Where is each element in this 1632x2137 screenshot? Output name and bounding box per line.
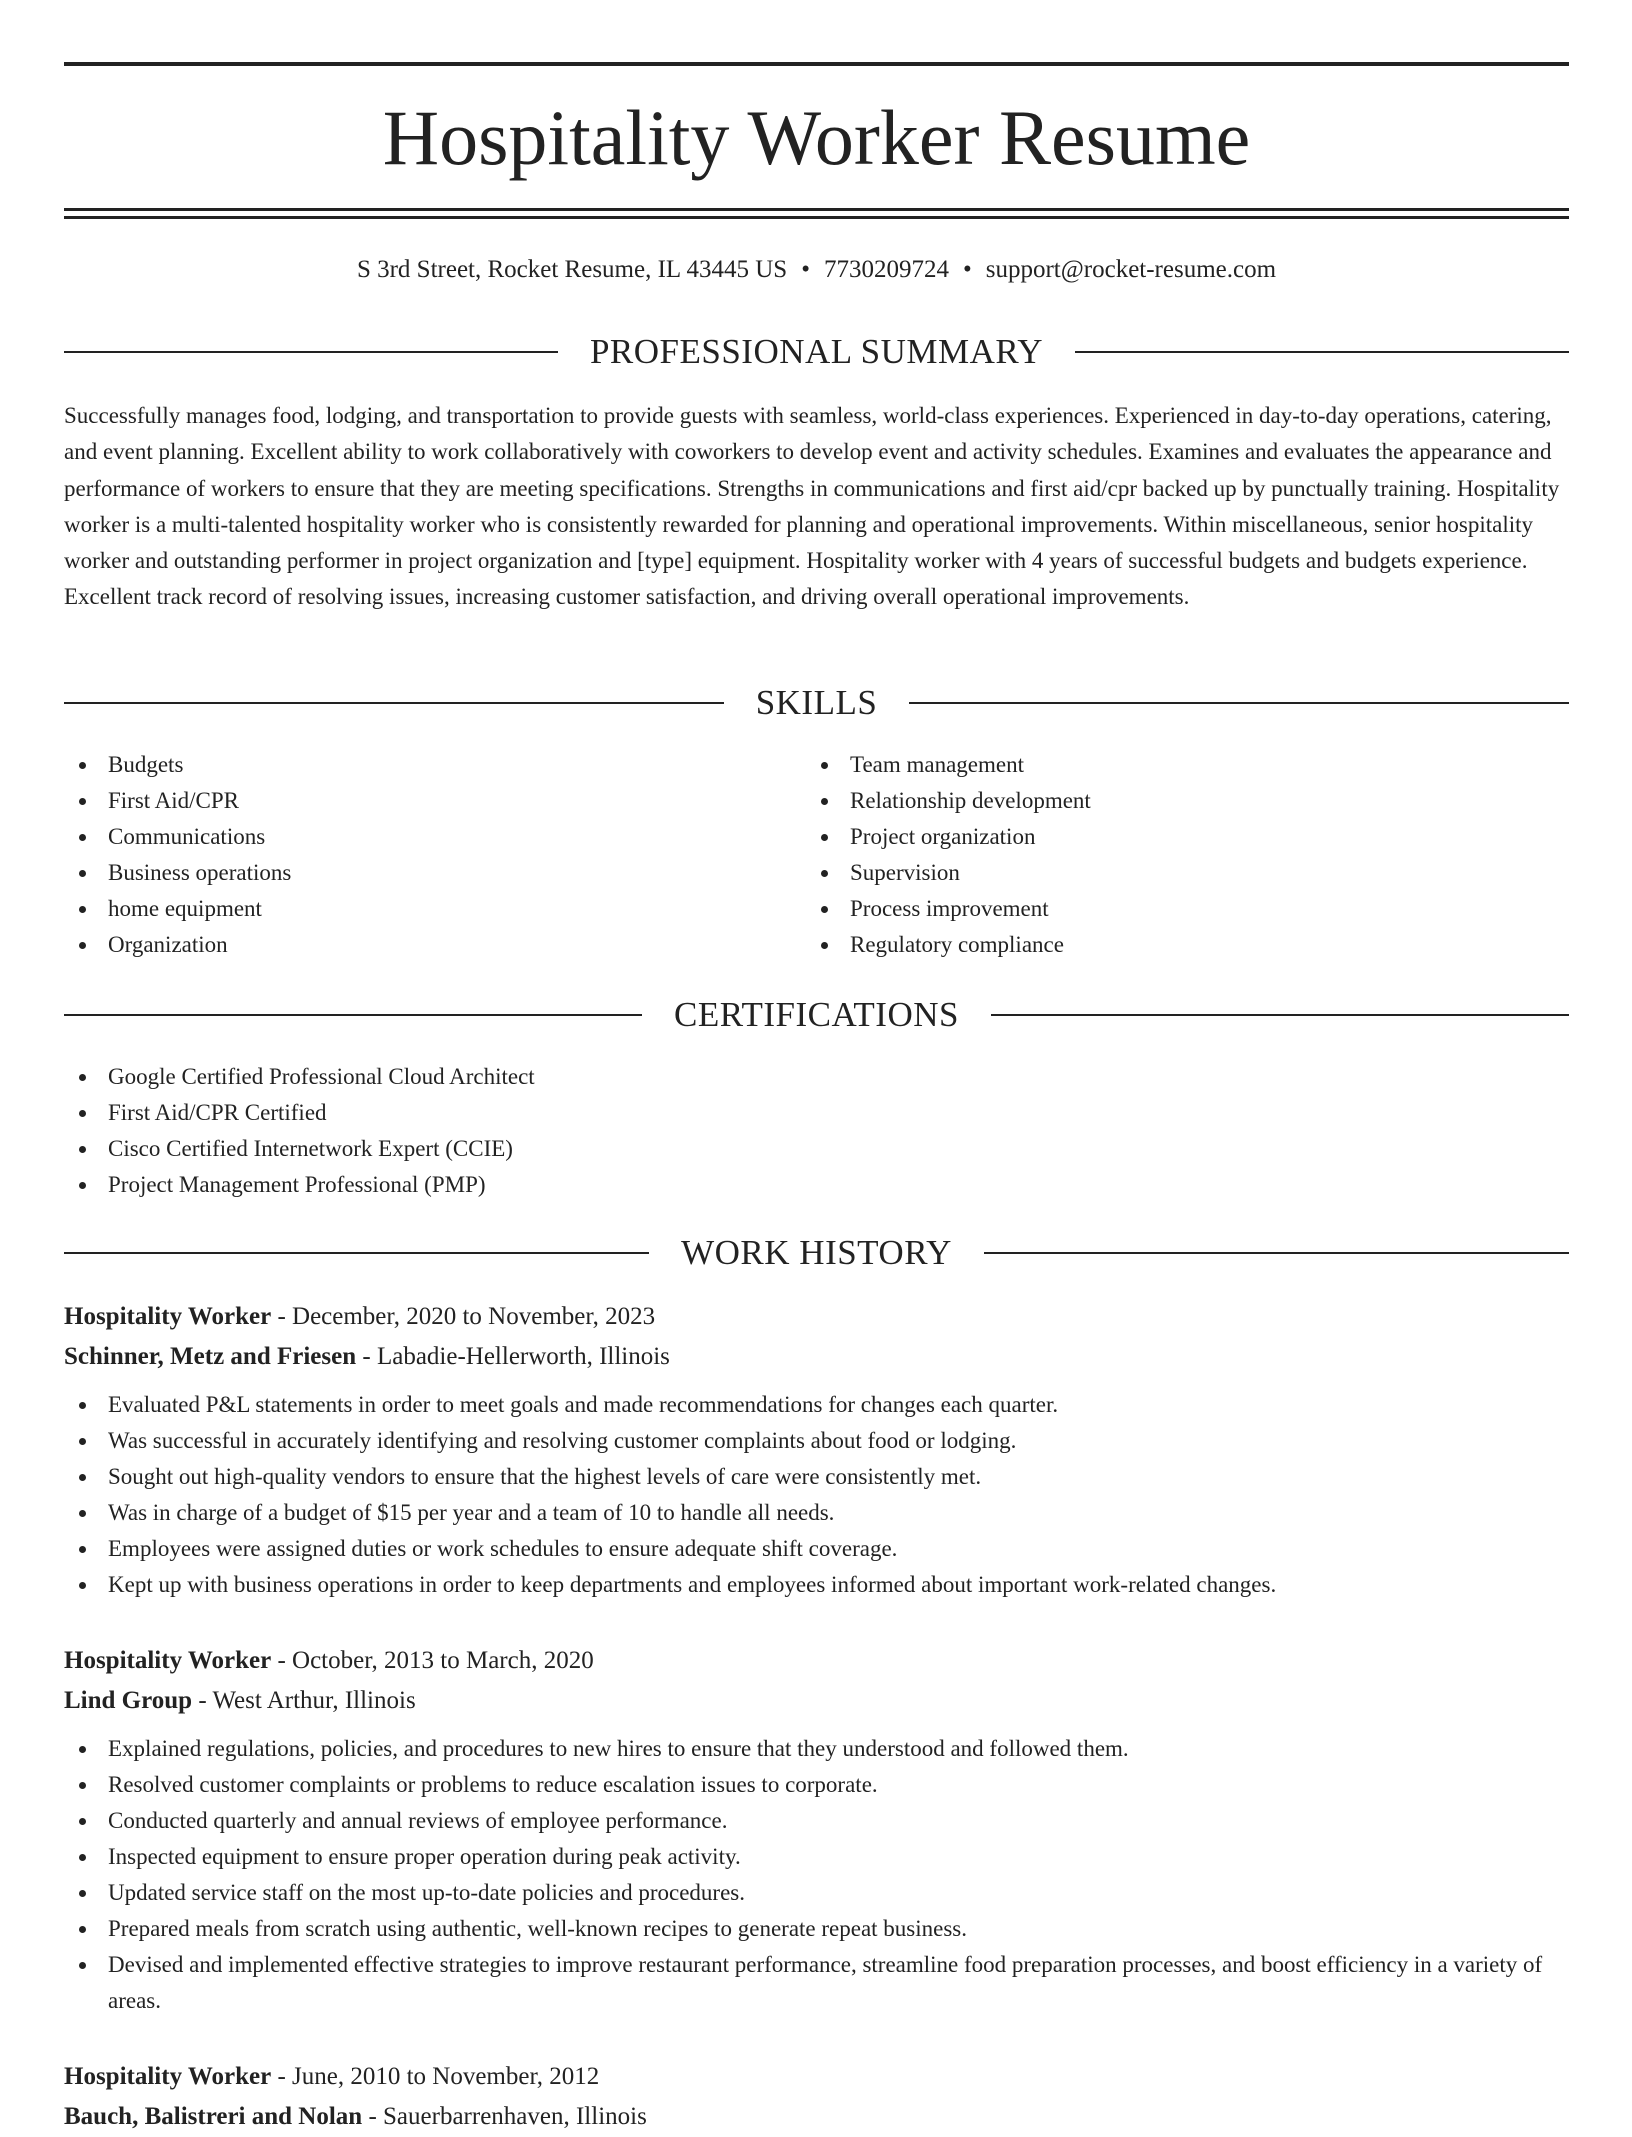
job-bullet: Conducted quarterly and annual reviews of employee performance. — [64, 1803, 1569, 1839]
job-company: Lind Group — [64, 1687, 193, 1714]
job-company-line — [64, 2097, 1569, 2137]
job-company-line — [64, 1681, 1569, 1721]
section-rule-right — [909, 702, 1569, 704]
section-header-work-history — [64, 1231, 1569, 1275]
job-bullet: Resolved customer complaints or problems to reduce escalation issues to corporate. — [64, 1767, 1569, 1803]
skills-list-right — [806, 747, 1546, 963]
job-bullet: Kept up with business operations in order to keep departments and employees informed about important work-related changes. — [64, 1567, 1569, 1603]
job-bullet: Updated service staff on the most up-to-date policies and procedures. — [64, 1875, 1569, 1911]
section-rule-right — [991, 1014, 1569, 1016]
skill-item: Communications — [64, 819, 804, 855]
job-location: - West Arthur, Illinois — [192, 1687, 416, 1714]
contact-line — [64, 254, 1569, 286]
section-title-certifications: CERTIFICATIONS — [674, 995, 959, 1034]
section-header-certifications — [64, 993, 1569, 1037]
resume-title: Hospitality Worker Resume — [382, 94, 1251, 181]
certification-item: First Aid/CPR Certified — [64, 1095, 1569, 1131]
job-title: Hospitality Worker — [64, 1647, 272, 1674]
job-bullet: Employees were assigned duties or work schedules to ensure adequate shift coverage. — [64, 1531, 1569, 1567]
skill-item: Budgets — [64, 747, 804, 783]
job-title: Hospitality Worker — [64, 1303, 272, 1330]
job-dates: - December, 2020 to November, 2023 — [271, 1303, 656, 1330]
section-rule-left — [64, 1014, 642, 1016]
job-title-line — [64, 1641, 1569, 1681]
job-bullet: Inspected equipment to ensure proper operation during peak activity. — [64, 1839, 1569, 1875]
section-header-skills — [64, 681, 1569, 725]
job-title-line — [64, 2057, 1569, 2097]
section-title-summary: PROFESSIONAL SUMMARY — [589, 332, 1044, 371]
skills-list-left — [64, 747, 804, 963]
section-rule-left — [64, 702, 724, 704]
certification-item: Project Management Professional (PMP) — [64, 1167, 1569, 1203]
header-double-rule-upper — [64, 208, 1569, 211]
skill-item: Supervision — [806, 855, 1546, 891]
job-company: Bauch, Balistreri and Nolan — [64, 2103, 363, 2130]
skill-item: home equipment — [64, 891, 804, 927]
job-bullet: Evaluated P&L statements in order to meet goals and made recommendations for changes each quarter. — [64, 1387, 1569, 1423]
certification-item: Cisco Certified Internetwork Expert (CCIE) — [64, 1131, 1569, 1167]
header-top-rule — [64, 62, 1569, 66]
job-entry — [64, 2057, 1569, 2137]
job-bullet: Explained regulations, policies, and procedures to new hires to ensure that they understood and followed them. — [64, 1731, 1569, 1767]
job-bullet: Prepared meals from scratch using authentic, well-known recipes to generate repeat business. — [64, 1911, 1569, 1947]
job-company-line — [64, 1337, 1569, 1377]
section-rule-left — [64, 1252, 649, 1254]
job-bullet: Sought out high-quality vendors to ensure that the highest levels of care were consistently met. — [64, 1459, 1569, 1495]
contact-email: support@rocket-resume.com — [985, 256, 1277, 283]
skill-item: First Aid/CPR — [64, 783, 804, 819]
job-title: Hospitality Worker — [64, 2063, 272, 2090]
skill-item: Relationship development — [806, 783, 1546, 819]
job-bullet: Devised and implemented effective strategies to improve restaurant performance, streamline food preparation processes, and boost efficiency in a variety of areas. — [64, 1947, 1569, 2019]
section-header-summary — [64, 330, 1569, 374]
job-title-line — [64, 1297, 1569, 1337]
job-bullets — [64, 1387, 1569, 1603]
skill-item: Project organization — [806, 819, 1546, 855]
job-bullet: Was successful in accurately identifying and resolving customer complaints about food or lodging. — [64, 1423, 1569, 1459]
certifications-list — [64, 1059, 1569, 1203]
job-bullets — [64, 1731, 1569, 2019]
contact-address: S 3rd Street, Rocket Resume, IL 43445 US — [356, 256, 788, 283]
job-dates: - June, 2010 to November, 2012 — [271, 2063, 600, 2090]
job-location: - Sauerbarrenhaven, Illinois — [362, 2103, 647, 2130]
section-title-work-history: WORK HISTORY — [681, 1233, 952, 1272]
section-rule-right — [984, 1252, 1569, 1254]
contact-separator: • — [801, 256, 810, 283]
section-rule-right — [1075, 351, 1569, 353]
section-title-skills: SKILLS — [755, 683, 878, 722]
job-entry — [64, 1641, 1569, 2019]
skill-item: Process improvement — [806, 891, 1546, 927]
job-dates: - October, 2013 to March, 2020 — [271, 1647, 594, 1674]
header-double-rule-lower — [64, 216, 1569, 219]
skill-item: Business operations — [64, 855, 804, 891]
skill-item: Organization — [64, 927, 804, 963]
section-rule-left — [64, 351, 558, 353]
contact-phone: 7730209724 — [823, 256, 949, 283]
skill-item: Team management — [806, 747, 1546, 783]
skill-item: Regulatory compliance — [806, 927, 1546, 963]
job-company: Schinner, Metz and Friesen — [64, 1343, 357, 1370]
job-bullet: Was in charge of a budget of $15 per year and a team of 10 to handle all needs. — [64, 1495, 1569, 1531]
certification-item: Google Certified Professional Cloud Architect — [64, 1059, 1569, 1095]
professional-summary-text: Successfully manages food, lodging, and transportation to provide guests with seamless, world-class experiences. Experienced in day-to-day operations, catering, and event planning. Excellent ability to work collaboratively with coworkers to develop event and activity schedules. Examines and evaluates the appearance and performance of workers to ensure that they are meeting specifications. Strengths in communications and first aid/cpr backed up by punctually training. Hospitality worker is a multi-talented hospitality worker who is consistently rewarded for planning and operational improvements. Within miscellaneous, senior hospitality worker and outstanding performer in project organization and [type] equipment. Hospitality worker with 4 years of successful budgets and budgets experience. Excellent track record of resolving issues, increasing customer satisfaction, and driving overall operational improvements. — [64, 403, 1560, 610]
job-location: - Labadie-Hellerworth, Illinois — [356, 1343, 670, 1370]
contact-separator: • — [962, 256, 972, 283]
job-entry — [64, 1297, 1569, 1603]
